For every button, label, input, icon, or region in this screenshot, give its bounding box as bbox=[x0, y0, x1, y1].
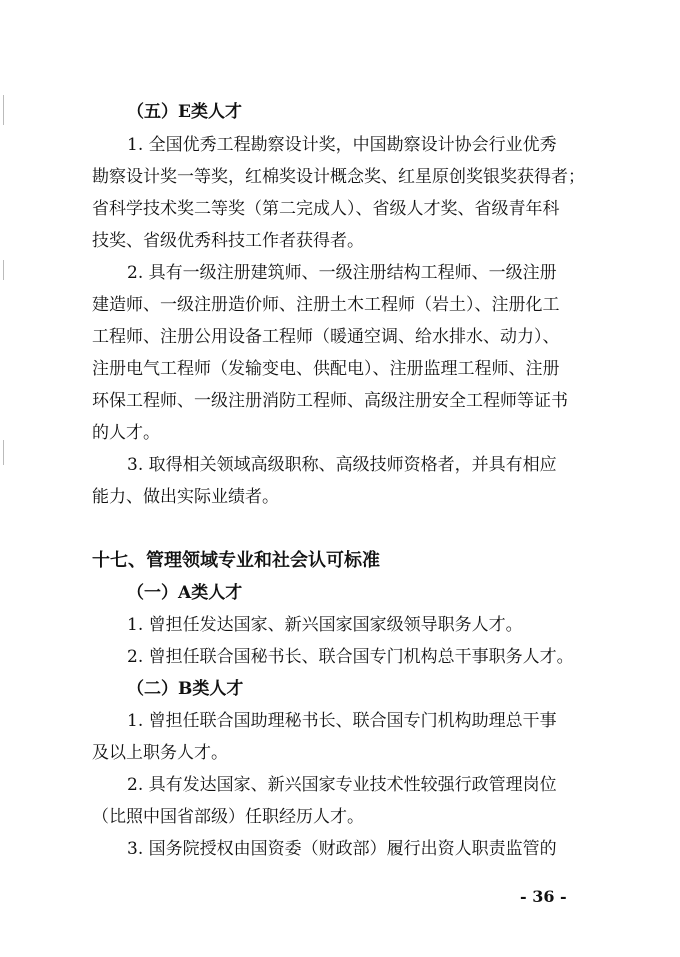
paragraph-line: 的人才。 bbox=[92, 423, 160, 443]
section-e-heading: （五）E类人才 bbox=[127, 102, 242, 122]
section-17-heading: 十七、管理领域专业和社会认可标准 bbox=[92, 550, 380, 571]
paragraph-line: 2. 具有发达国家、新兴国家专业技术性较强行政管理岗位 bbox=[127, 775, 557, 795]
page-number: - 36 - bbox=[520, 887, 567, 906]
paragraph-line: 2. 曾担任联合国秘书长、联合国专门机构总干事职务人才。 bbox=[127, 647, 574, 667]
paragraph-line: 1. 曾担任发达国家、新兴国家国家级领导职务人才。 bbox=[127, 615, 523, 635]
paragraph-line: 环保工程师、一级注册消防工程师、高级注册安全工程师等证书 bbox=[92, 391, 568, 411]
paragraph-line: 1. 全国优秀工程勘察设计奖，中国勘察设计协会行业优秀 bbox=[127, 135, 557, 155]
subsection-b-heading: （二）B类人才 bbox=[127, 679, 244, 699]
paragraph-line: 勘察设计奖一等奖，红棉奖设计概念奖、红星原创奖银奖获得者； bbox=[92, 167, 585, 187]
paragraph-line: 注册电气工程师（发输变电、供配电）、注册监理工程师、注册 bbox=[92, 359, 560, 379]
paragraph-line: 省科学技术奖二等奖（第二完成人）、省级人才奖、省级青年科 bbox=[92, 199, 560, 219]
paragraph-line: 建造师、一级注册造价师、注册土木工程师（岩土）、注册化工 bbox=[92, 295, 560, 315]
scan-margin-mark bbox=[3, 260, 4, 280]
paragraph-line: 1. 曾担任联合国助理秘书长、联合国专门机构助理总干事 bbox=[127, 711, 557, 731]
paragraph-line: 能力、做出实际业绩者。 bbox=[92, 487, 279, 507]
paragraph-line: 2. 具有一级注册建筑师、一级注册结构工程师、一级注册 bbox=[127, 263, 557, 283]
subsection-a-heading: （一）A类人才 bbox=[127, 583, 243, 603]
paragraph-line: 及以上职务人才。 bbox=[92, 743, 228, 763]
paragraph-line: 3. 国务院授权由国资委（财政部）履行出资人职责监管的 bbox=[127, 839, 557, 859]
scan-margin-mark bbox=[3, 440, 4, 465]
paragraph-line: （比照中国省部级）任职经历人才。 bbox=[92, 807, 364, 827]
paragraph-line: 工程师、注册公用设备工程师（暖通空调、给水排水、动力）、 bbox=[92, 327, 560, 347]
paragraph-line: 3. 取得相关领域高级职称、高级技师资格者，并具有相应 bbox=[127, 455, 557, 475]
scan-margin-mark bbox=[3, 95, 4, 125]
paragraph-line: 技奖、省级优秀科技工作者获得者。 bbox=[92, 231, 364, 251]
